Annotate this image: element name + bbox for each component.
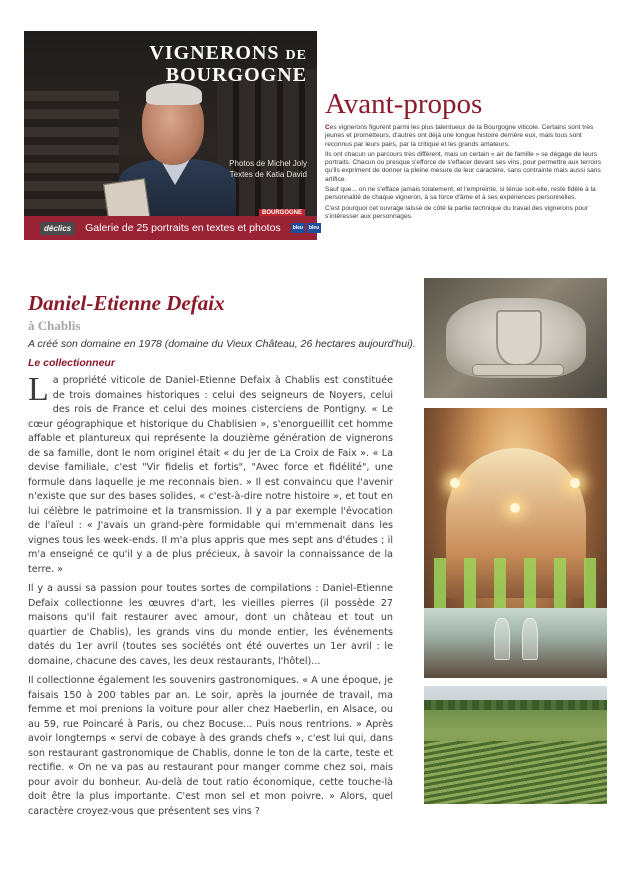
publisher-logo: déclics [40,222,75,235]
cover-credits [229,158,307,180]
dining-table [424,608,607,678]
article-title: Daniel-Etienne Defaix [28,291,225,315]
cover-title-line2: BOURGOGNE [165,64,307,86]
avant-propos-paragraph: C'est pourquoi cet ouvrage laisse de côté la partie technique du travail des vignerons pour s'intéresser aux personnages. [325,204,588,220]
avant-propos-paragraph: Sauf que... on ne s'efface jamais totalement, et l'empreinte, si ténue soit-elle, reste fidèle à la personnalité de chaque vigneron, à sa force d'âme et à ses expériences personnelles. [325,186,596,202]
cover-title [149,43,307,85]
vineyard-photo [424,686,607,804]
wall-lamp [570,478,580,488]
article-paragraph: Il y a aussi sa passion pour toutes sortes de compilations : Daniel-Etienne Defaix collectionne les œuvres d'art, les vieilles pierres (il possède 27 maisons qu'il fait restaurer avec amour, dont un château et tout un quartier de Chablis), les grands vins du monde entier, les événements datés du 1er avril (toutes ses sociétés ont été ouvertes un 1er avril : le domaine, chacune des caves, les deux restaurants, l'hôtel)... [28,583,393,667]
wall-lamp [510,503,520,513]
coat-of-arms-photo [424,278,607,398]
cover-title-line1: VIGNERONS [149,42,280,64]
avant-propos-paragraph: Ces vignerons figurent parmi les plus talentueux de la Bourgogne viticole. Certains sont très jeunes et prometteurs, d'autres ont déjà une longue histoire derrière eux, mais tous sont reconnus par leurs pairs, par la critique et les grands amateurs. [325,124,594,148]
article-paragraph: La propriété viticole de Daniel-Etienne Defaix à Chablis est constituée de trois domaines historiques : celui des seigneurs de Noyers, celui des rois de France et celui des moines cisterciens de Pontigny. « Le cœur géographique et historique du Chablisien », s'enorgueillit cet homme affable et plantureux qui représente la douzième génération de vignerons de sa famille, dont le nom originel était « du Jer de La Croix de Faix ». « La devise familiale, c'est "Vir fidelis et fortis", "Avec force et fidélité", une formule dans laquelle je me reconnais bien. » Il est convaincu que l'avenir n'existe que sur des bases solides, « c'est-à-dire notre histoire », et tout en lui célèbre le patrimoine et la transmission. Il y a par exemple l'évocation de l'aïeul : « J'avais un grand-père formidable qui m'emmenait dans les vignes tous les week-ends. Il m'a plus appris que mes sept ans d'études ; il m'a enseigné ce qu'il y a de plus précieux, à savoir la connaissance de la terre. » [28,371,393,575]
book-cover [24,31,320,240]
article-place: à Chablis [28,318,81,333]
cover-badge: BOURGOGNE [259,209,305,217]
partner-logo: bleu [308,225,320,231]
vine-rows [424,741,607,804]
article-section-heading: Le collectionneur [28,357,115,369]
wine-glass [522,618,538,660]
tree-line [424,700,607,710]
partner-logos [291,223,322,233]
cover-credit-photos: Photos de Michel Joly [229,159,307,168]
cover-title-de: DE [285,48,307,63]
cover-credit-texts: Textes de Katia David [229,170,307,179]
shield-shape [496,310,542,366]
motto-scroll [472,364,564,376]
article-subtitle: A créé son domaine en 1978 (domaine du Vieux Château, 26 hectares aujourd'hui). [28,338,416,350]
avant-propos-text [325,124,605,223]
cover-band-text: Galerie de 25 portraits en textes et photos [85,222,281,234]
partner-logo: bleu [292,225,303,231]
restaurant-photo [424,408,607,678]
wall-lamp [450,478,460,488]
article-paragraph: Il collectionne également les souvenirs gastronomiques. « A une époque, je faisais 150 à 200 tables par an. Le soir, après la journée de travail, ma femme et moi prenions la voiture pour aller chez Haeberlin, en Alsace, ou au 59, rue Poincaré à Paris, ou chez Bocuse... Puis nous rentrions. » Après avoir longtemps « servi de cobaye à des grands chefs », c'est lui qui, dans son restaurant gastronomique de Chablis, donne le ton de la carte, teste et rectifie. « On ne va pas au restaurant pour manger comme chez soi, mais pour avoir du bonheur. Au-delà de tout ratio économique, cette touche-là doit être la plus importante. C'est mon sel et mon poivre. » Alors, quel caractère croyez-vous que présentent ses vins ? [28,675,393,817]
cover-portrait-hair [146,83,202,105]
article-body [28,371,393,824]
avant-propos-title: Avant-propos [325,88,483,120]
cover-band [24,216,320,240]
wine-glass [494,618,510,660]
avant-propos-paragraph: Ils ont chacun un parcours très différent, mais un certain « air de famille » se dégage de leurs portraits. Chacun ou presque s'efforce de s'effacer devant ses vins, pour permettre aux terroirs qu'ils expriment de donner la pleine mesure de leur caractère, sans contrainte mais aussi sans artifice. [325,150,602,183]
